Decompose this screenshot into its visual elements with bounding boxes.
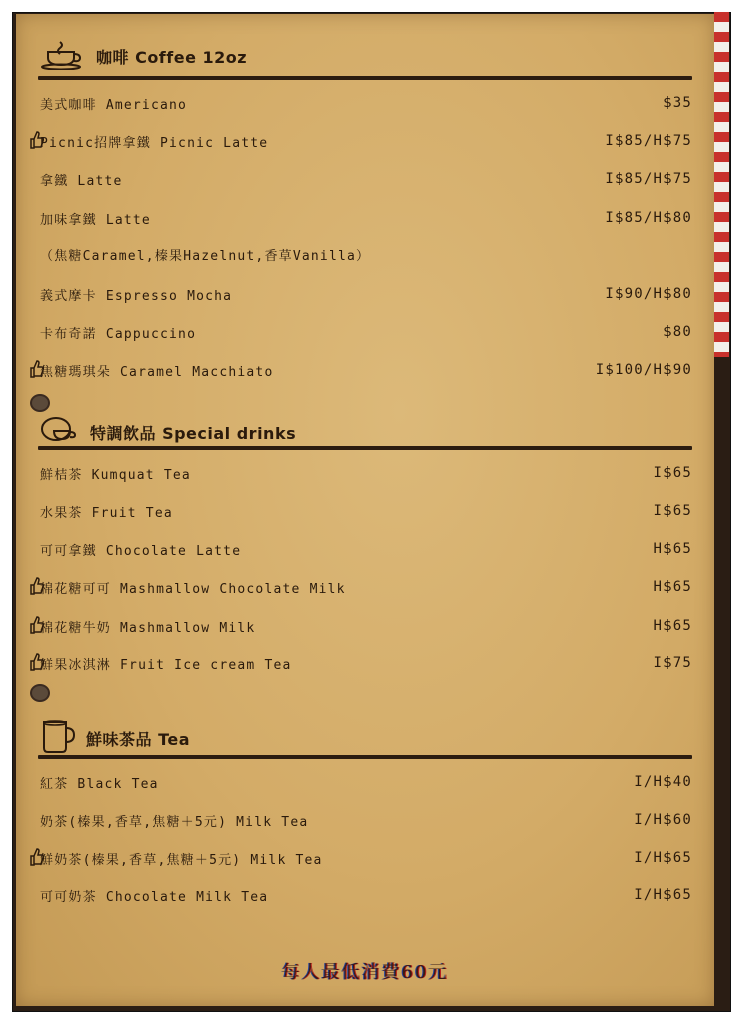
menu-item <box>40 283 692 305</box>
section-divider <box>38 755 692 759</box>
item-name: 鮮桔茶 Kumquat Tea <box>40 467 191 483</box>
item-name: 奶茶(榛果,香草,焦糖＋5元) Milk Tea <box>40 814 309 830</box>
item-name: 鮮果冰淇淋 Fruit Ice cream Tea <box>40 657 292 673</box>
item-price: I/H$65 <box>634 850 692 866</box>
item-price: I$100/H$90 <box>595 362 692 378</box>
item-name: 棉花糖可可 Mashmallow Chocolate Milk <box>40 581 346 597</box>
menu-item <box>40 500 692 522</box>
item-price: I/H$40 <box>634 774 692 790</box>
menu-item <box>40 884 692 906</box>
item-price: H$65 <box>653 618 692 634</box>
thumbs-up-icon <box>28 130 44 150</box>
menu-item <box>40 809 692 831</box>
menu-item <box>40 576 692 598</box>
item-price: I$65 <box>653 503 692 519</box>
section-divider <box>38 76 692 80</box>
item-name: 棉花糖牛奶 Mashmallow Milk <box>40 620 256 636</box>
section-header <box>38 38 247 74</box>
item-price: I$65 <box>653 465 692 481</box>
item-name: 水果茶 Fruit Tea <box>40 505 173 521</box>
item-name: 拿鐵 Latte <box>40 173 123 189</box>
item-name: 卡布奇諾 Cappuccino <box>40 326 197 342</box>
menu-item <box>40 847 692 869</box>
mug-icon <box>38 718 78 758</box>
item-price: H$65 <box>653 579 692 595</box>
thumbs-up-icon <box>28 576 44 596</box>
tablecloth-stripe <box>714 12 729 357</box>
menu-item <box>40 168 692 190</box>
menu-item <box>40 207 692 229</box>
menu-item <box>40 538 692 560</box>
item-price: I/H$65 <box>634 887 692 903</box>
item-price: I$85/H$75 <box>605 171 692 187</box>
item-price: $35 <box>663 95 692 111</box>
section-title: 特調飲品 Special drinks <box>90 423 297 443</box>
binder-ring <box>30 684 50 702</box>
item-name: Picnic招牌拿鐵 Picnic Latte <box>40 135 269 151</box>
thumbs-up-icon <box>28 359 44 379</box>
item-name: 可可拿鐵 Chocolate Latte <box>40 543 242 559</box>
item-name: （焦糖Caramel,榛果Hazelnut,香草Vanilla） <box>40 248 371 264</box>
coffee-cup-icon <box>38 38 88 74</box>
menu-item-note <box>40 243 692 265</box>
item-price: I$90/H$80 <box>605 286 692 302</box>
section-header <box>38 414 296 450</box>
teacup-icon <box>38 415 82 449</box>
binder-ring <box>30 394 50 412</box>
menu-item <box>40 771 692 793</box>
menu-item <box>40 615 692 637</box>
item-name: 鮮奶茶(榛果,香草,焦糖＋5元) Milk Tea <box>40 852 323 868</box>
menu-item <box>40 652 692 674</box>
minimum-charge-note: 每人最低消費60元 <box>281 962 449 983</box>
menu-page <box>16 14 714 1006</box>
item-price: I$85/H$80 <box>605 210 692 226</box>
thumbs-up-icon <box>28 615 44 635</box>
section-title: 咖啡 Coffee 12oz <box>96 47 248 67</box>
item-price: I$75 <box>653 655 692 671</box>
menu-item <box>40 462 692 484</box>
section-header <box>38 720 190 756</box>
item-name: 義式摩卡 Espresso Mocha <box>40 288 233 304</box>
item-name: 美式咖啡 Americano <box>40 97 188 113</box>
item-name: 紅茶 Black Tea <box>40 776 159 792</box>
item-name: 可可奶茶 Chocolate Milk Tea <box>40 889 269 905</box>
item-price: H$65 <box>653 541 692 557</box>
section-title: 鮮味茶品 Tea <box>86 729 191 749</box>
menu-item <box>40 359 692 381</box>
section-divider <box>38 446 692 450</box>
item-price: I/H$60 <box>634 812 692 828</box>
item-name: 加味拿鐵 Latte <box>40 212 151 228</box>
menu-item <box>40 130 692 152</box>
item-price: $80 <box>663 324 692 340</box>
item-name: 焦糖瑪琪朵 Caramel Macchiato <box>40 364 274 380</box>
menu-item <box>40 321 692 343</box>
menu-item <box>40 92 692 114</box>
thumbs-up-icon <box>28 652 44 672</box>
item-price: I$85/H$75 <box>605 133 692 149</box>
thumbs-up-icon <box>28 847 44 867</box>
